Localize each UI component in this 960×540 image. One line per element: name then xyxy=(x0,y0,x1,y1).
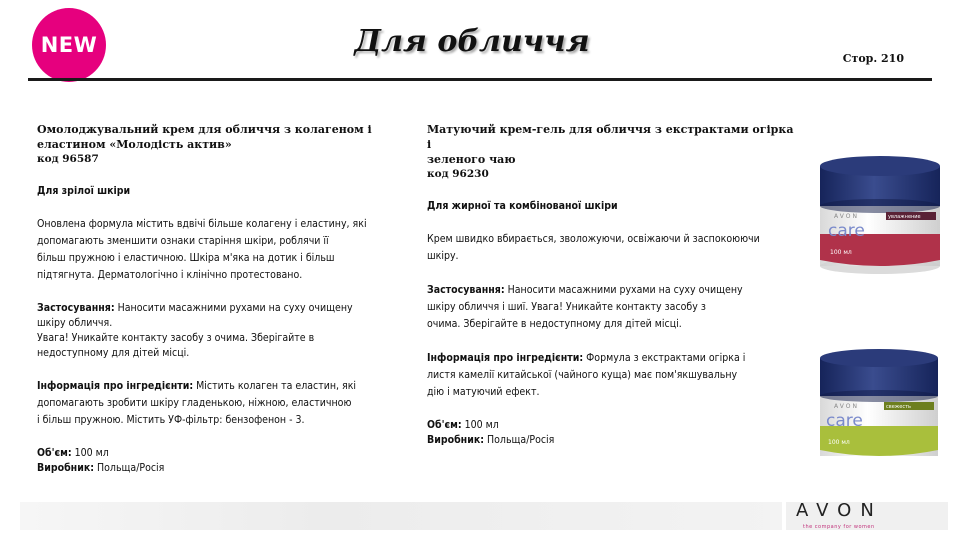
ingredients-line: дію і матуючий ефект. xyxy=(427,386,540,398)
ingredients-label: Інформація про інгредієнти: xyxy=(427,352,584,364)
jar-brand: AVON xyxy=(834,403,859,410)
usage-text: Наносити масажними рухами на суху очищену xyxy=(504,284,743,296)
jar-label: свежесть xyxy=(886,404,911,410)
ingredients-line: допомагають зробити шкіру гладенькою, ніжною, еластичною xyxy=(37,397,352,409)
maker-value: Польща/Росія xyxy=(94,462,165,474)
description-line: підтягнута. Дерматологічно і клінічно протестовано. xyxy=(37,269,303,281)
ingredients-line xyxy=(37,378,403,395)
product-code: код 96230 xyxy=(427,168,489,180)
usage-line: шкіру обличчя і шиї. Увага! Уникайте контакту засобу з xyxy=(427,301,706,313)
maker-line xyxy=(37,461,403,476)
usage-line: шкіру обличчя. xyxy=(37,317,113,329)
usage-text: Наносити масажними рухами на суху очищену xyxy=(114,302,353,314)
volume-label: Об'єм: xyxy=(427,419,462,431)
description-line: Крем швидко вбирається, зволожуючи, освіжаючи й заспокоюючи xyxy=(427,233,760,245)
usage-line: очима. Зберігайте в недоступному для дітей місці. xyxy=(427,318,682,330)
description-line: Оновлена формула містить вдвічі більше колагену і еластину, які xyxy=(37,218,367,230)
product-jar-collagen xyxy=(814,152,946,276)
volume-line xyxy=(427,418,797,433)
product-jar-cucumber xyxy=(812,346,944,466)
usage-label: Застосування: xyxy=(427,284,505,296)
jar-line: care xyxy=(826,411,863,431)
usage-label: Застосування: xyxy=(37,302,115,314)
ingredients-line: листя камелії китайської (чайного куща) має пом'якшувальну xyxy=(427,369,738,381)
ingredients-label: Інформація про інгредієнти: xyxy=(37,380,194,392)
header-divider xyxy=(28,78,932,81)
maker-label: Виробник: xyxy=(37,462,95,474)
product-right xyxy=(427,122,797,448)
jar-label: увлажнение xyxy=(888,214,921,220)
product-name: еластином «Молодість актив» xyxy=(37,138,232,151)
product-name: Омолоджувальний крем для обличчя з колагеном і xyxy=(37,123,372,136)
usage-line xyxy=(37,301,403,316)
product-name: Матуючий крем-гель для обличчя з екстрактами огірка і xyxy=(427,123,794,151)
ingredients-text: Формула з екстрактами огірка і xyxy=(583,352,746,364)
page-reference: Стор. 210 xyxy=(842,52,904,65)
avon-tagline: the company for women xyxy=(803,524,875,530)
ingredients-line xyxy=(427,350,797,367)
description-line: допомагають зменшити ознаки старіння шкіри, роблячи її xyxy=(37,235,329,247)
footer-bar xyxy=(20,502,782,530)
usage-line xyxy=(427,282,797,299)
skin-type: Для жирної та комбінованої шкіри xyxy=(427,200,618,212)
jar-line: care xyxy=(828,221,865,241)
jar-volume: 100 мл xyxy=(828,439,850,446)
ingredients-line: і більш пружною. Містить УФ-фільтр: бензофенон - 3. xyxy=(37,414,305,426)
maker-value: Польща/Росія xyxy=(484,434,555,446)
skin-type: Для зрілої шкіри xyxy=(37,185,131,197)
product-name: зеленого чаю xyxy=(427,153,516,166)
product-left xyxy=(37,122,403,476)
maker-line xyxy=(427,433,797,448)
volume-value: 100 мл xyxy=(461,419,499,431)
warning-line: недоступному для дітей місці. xyxy=(37,347,190,359)
product-code: код 96587 xyxy=(37,153,99,165)
volume-line xyxy=(37,446,403,461)
jar-brand: AVON xyxy=(834,213,859,220)
description-line: шкіру. xyxy=(427,250,459,262)
avon-logo: AVON xyxy=(796,500,883,521)
volume-value: 100 мл xyxy=(71,447,109,459)
description-line: більш пружною і еластичною. Шкіра м'яка на дотик і більш xyxy=(37,252,335,264)
warning-line: Увага! Уникайте контакту засобу з очима. Зберігайте в xyxy=(37,332,315,344)
ingredients-text: Містить колаген та еластин, які xyxy=(193,380,357,392)
new-badge-label: NEW xyxy=(40,33,98,57)
page-title: Для обличчя xyxy=(354,24,590,59)
jar-volume: 100 мл xyxy=(830,249,852,256)
volume-label: Об'єм: xyxy=(37,447,72,459)
maker-label: Виробник: xyxy=(427,434,485,446)
